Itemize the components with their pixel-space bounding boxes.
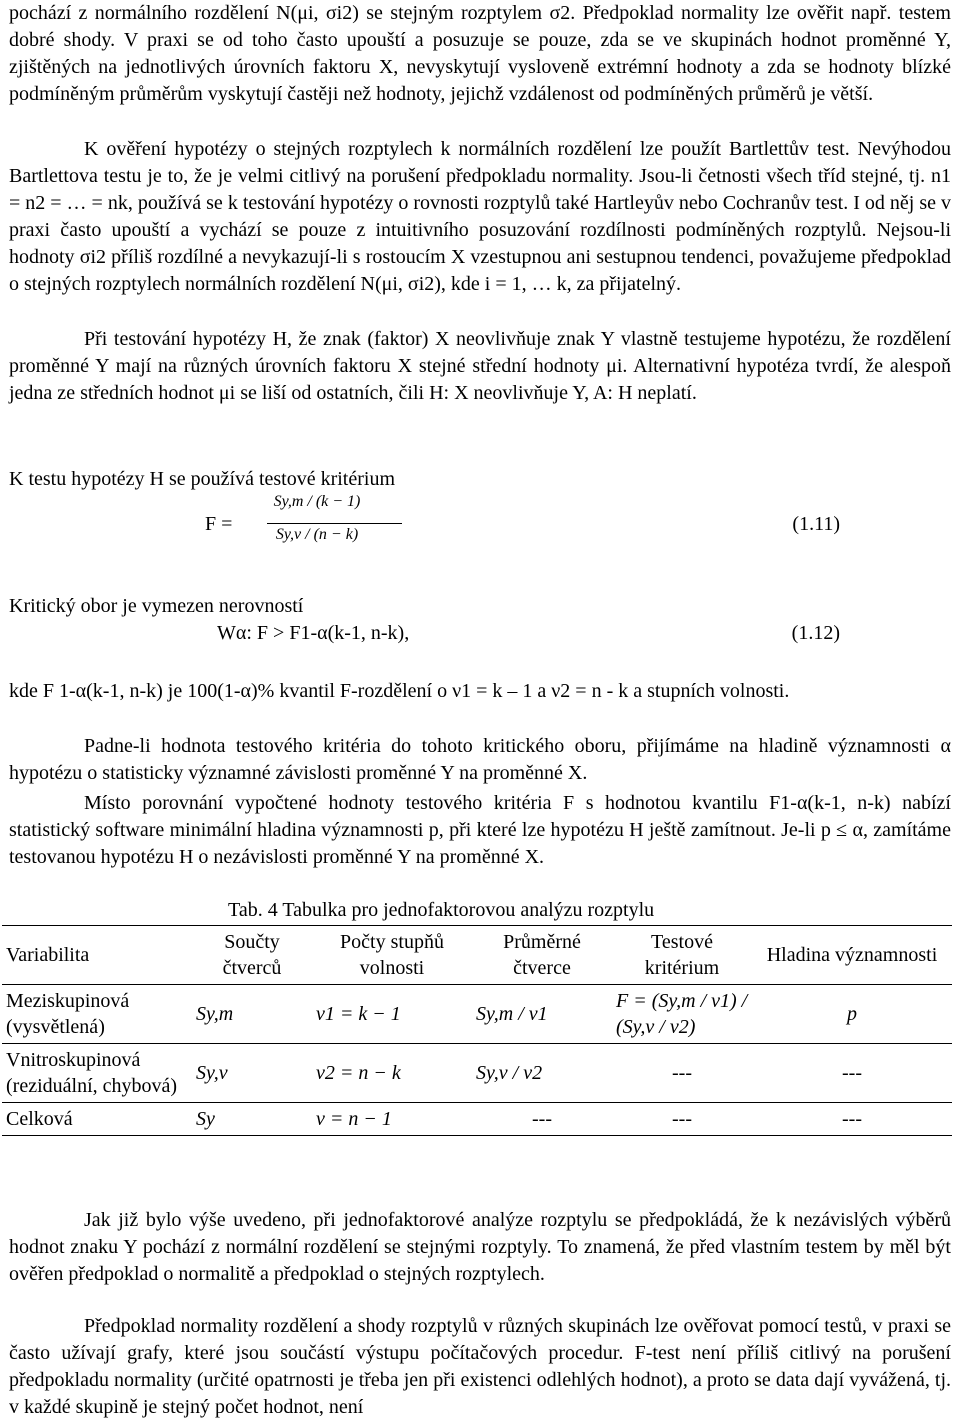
table-row [2,1044,952,1103]
paragraph-significance-level: Padne-li hodnota testového kritéria do tohoto kritického oboru, přijímáme na hladině významnosti α hypotézu o statisticky významné závislosti proměnné Y na proměnné X. [9,735,951,784]
paragraph-assumptions-summary: Jak již bylo výše uvedeno, při jednofaktorové analýze rozptylu se předpokládá, že k nezávislých výběrů hodnot znaku Y pochází z normální rozdělení se stejnými rozptyly. To znamená, že před vlastním testem by měl být ověřen předpoklad o normalitě a předpoklad o stejných rozptylech. [9,1209,951,1285]
paragraph-critical-region-intro: Kritický obor je vymezen nerovností [9,595,304,617]
paragraph-bartlett-test: K ověření hypotézy o stejných rozptylech k normálních rozdělení lze použít Bartlettův test. Nevýhodou Bartlettova testu je to, že je velmi citlivý na porušení předpokladu normality. Jsou-li četnosti všech tříd stejné, tj. n1 = n2 = … = nk, používá se k testování hypotézy o rovnosti rozptylů také Hartleyův nebo Cochranův test. I od něj se v praxi často upouští a vychází se pouze z intuitivního posuzování rozdílnosti podmíněných rozptylů. Nejsou-li hodnoty σi2 příliš rozdílné a nevykazují-li s rostoucím X vzestupnou ani sestupnou tendenci, považujeme předpoklad o stejných rozptylech normálních rozdělení N(μi, σi2), kde i = 1, … k, za přijatelný. [9,138,951,295]
table-caption: Tab. 4 Tabulka pro jednofaktorovou analýzu rozptylu [228,899,655,921]
table-cell: --- [752,1103,952,1136]
table-header-cell: Variabilita [2,926,192,985]
table-header-cell: Průměrné čtverce [472,926,612,985]
paragraph-test-criterion-intro: K testu hypotézy H se používá testové kritérium [9,468,396,490]
table-header-cell: Testové kritérium [612,926,752,985]
table-cell: F = (Sy,m / ν1) / (Sy,v / ν2) [612,985,752,1044]
equation-1-12: Wα: F > F1-α(k-1, n-k), [217,622,410,644]
table-header-cell: Počty stupňů volnosti [312,926,472,985]
table-cell: Sy [192,1103,312,1136]
paragraph-robustness: Předpoklad normality rozdělení a shody rozptylů v různých skupinách lze ověřovat pomocí testů, v praxi se často užívají grafy, které jsou součástí výstupu počítačových procedur. F-test není příliš citlivý na porušení předpokladu normality (určité opatrnosti je třeba jen při existenci odlehlých hodnot), a proto se data dají vyvážená, tj. v každé skupině je stejný počet hodnot, není [9,1315,951,1418]
fraction-bar [267,523,402,524]
paragraph-normality-assumption: pochází z normálního rozdělení N(μi, σi2) se stejným rozptylem σ2. Předpoklad normality lze ověřit např. testem dobré shody. V praxi se od toho často upouští a posuzuje se pouze, zda se ve skupinách hodnot proměnné Y, zjištěných na jednotlivých úrovních faktoru X, nevyskytují vysloveně extrémní hodnoty a zda se hodnoty blízké podmíněným průměrům vyskytují častěji než hodnoty, jejichž vzdálenost od podmíněných průměrů je větší. [9,2,951,105]
equation-1-11-numerator: Sy,m / (k − 1) [273,493,361,510]
table-row [2,985,952,1044]
paragraph-quantile-definition: kde F 1-α(k-1, n-k) je 100(1-α)% kvantil F-rozdělení o ν1 = k – 1 a ν2 = n - k a stupních volnosti. [9,680,790,702]
table-cell: --- [612,1044,752,1103]
equation-1-12-label: (1.12) [791,622,840,644]
table-cell: Sy,v / ν2 [472,1044,612,1103]
table-header-cell: Součty čtverců [192,926,312,985]
table-cell: Sy,m [192,985,312,1044]
table-cell: --- [612,1103,752,1136]
paragraph-hypothesis-testing: Při testování hypotézy H, že znak (faktor) X neovlivňuje znak Y vlastně testujeme hypotézu, že rozdělení proměnné Y mají na různých úrovních faktoru X stejné střední hodnoty μi. Alternativní hypotéza tvrdí, že alespoň jedna ze středních hodnot μi se liší od ostatních, čili H: X neovlivňuje Y, A: H neplatí. [9,328,951,404]
table-cell: Meziskupinová (vysvětlená) [2,985,192,1044]
table-cell: Sy,v [192,1044,312,1103]
table-cell: Celková [2,1103,192,1136]
table-header-row [2,926,952,985]
equation-1-11-denominator: Sy,v / (n − k) [275,526,359,543]
paragraph-p-value: Místo porovnání vypočtené hodnoty testového kritéria F s hodnotou kvantilu F1-α(k-1, n-k) nabízí statistický software minimální hladina významnosti p, při které lze hypotézu H ještě zamítnout. Je-li p ≤ α, zamítáme testovanou hypotézu H o nezávislosti proměnné Y na proměnné X. [9,792,951,868]
table-cell: ν2 = n − k [312,1044,472,1103]
table-cell: --- [472,1103,612,1136]
table-header-cell: Hladina významnosti [752,926,952,985]
table-cell: ν = n − 1 [312,1103,472,1136]
table-cell: p [752,985,952,1044]
table-cell: Sy,m / ν1 [472,985,612,1044]
table-cell: Vnitroskupinová (reziduální, chybová) [2,1044,192,1103]
equation-1-11-label: (1.11) [792,513,840,535]
table-cell: --- [752,1044,952,1103]
table-cell: ν1 = k − 1 [312,985,472,1044]
table-row [2,1103,952,1136]
anova-table [2,925,952,1136]
equation-1-11-lhs: F = [205,513,233,535]
